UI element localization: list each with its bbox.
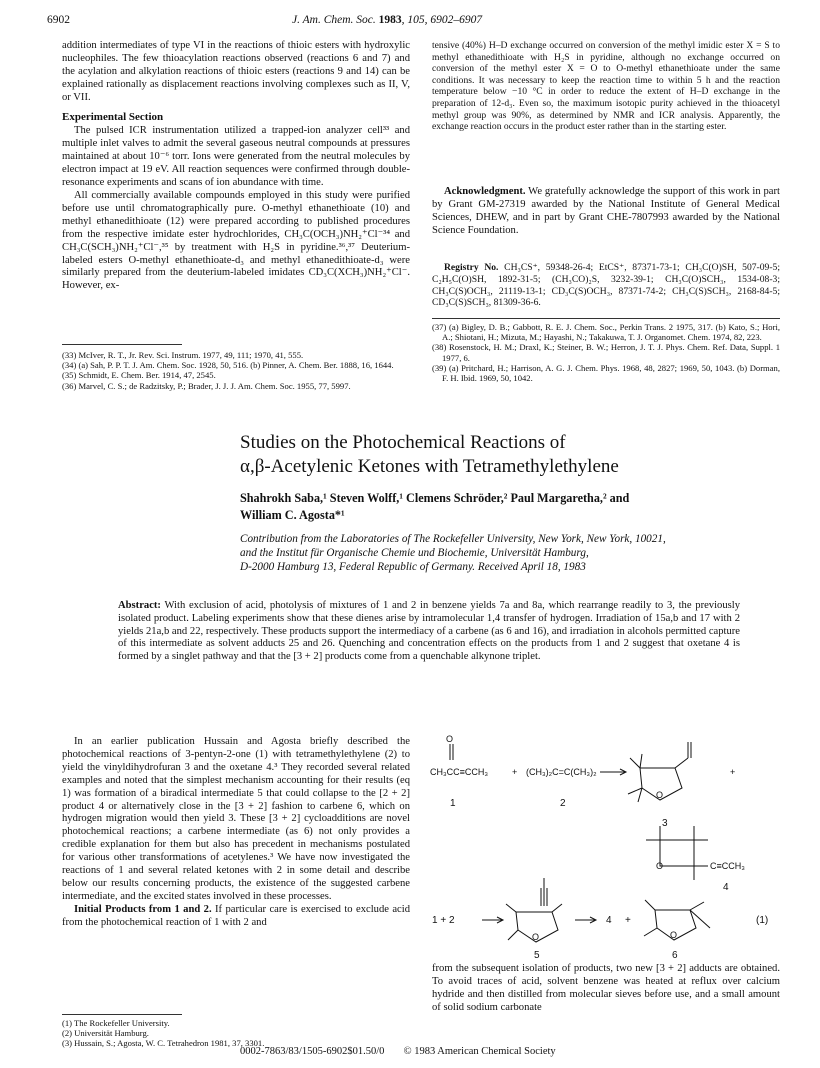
- compound-label-3: 3: [662, 818, 668, 829]
- footnote-38: (38) Rosenstock, H. M.; Draxl, K.; Steiner, B. W.; Herron, J. T. J. Phys. Chem. Ref. Data, Suppl. 1 1977, 6.: [432, 342, 780, 363]
- body-left-column: [62, 736, 410, 930]
- ring-oxygen-4: O: [656, 861, 664, 871]
- abstract-label: Abstract:: [118, 600, 161, 611]
- registry-block: [432, 262, 780, 309]
- methyl-bond: [506, 904, 516, 912]
- acknowledgment-label: Acknowledgment.: [444, 186, 526, 197]
- footer-copyright: © 1983 American Chemical Society: [403, 1046, 556, 1057]
- footnote-rule-right: [432, 318, 780, 319]
- article-title-line-2: α,β-Acetylenic Ketones with Tetramethylethylene: [240, 456, 619, 477]
- equation-number: (1): [756, 915, 769, 926]
- oxetane-ring-4: [660, 840, 694, 866]
- body-paragraph-2-heading: Initial Products from 1 and 2.: [74, 903, 212, 915]
- methyl-bond: [690, 902, 704, 910]
- footer: [240, 1046, 556, 1057]
- journal-name: J. Am. Chem. Soc.: [292, 14, 376, 26]
- footer-code: 0002-7863/83/1505-6902$01.50/0: [240, 1046, 385, 1057]
- body-right-column: [432, 963, 780, 1015]
- footnote-rule-body: [62, 1014, 182, 1015]
- compound-label-4: 4: [723, 882, 729, 893]
- methyl-bond: [552, 904, 562, 912]
- abstract-text: With exclusion of acid, photolysis of mixtures of 1 and 2 in benzene yields 7a and 8a, which rearrange readily to 3, the previously isolated product. Labeling experiments show that these dienes arise by intramolecular 1,4 transfer of hydrogen. Irradiation of 15a,b and 17 with 2 yields 21a,b and 22, respectively. These products support the intermediacy of a carbene (as 6 and 16), and irradiation in alcohols permitted capture of this intermediate as solvent adducts 25 and 26. Quenching and concentration effects on the products from 1 and 2 suggest that oxetane 4 is formed by a singlet pathway and that the [3 + 2] products come from a quenchable alkynone triplet.: [118, 600, 740, 663]
- alkynyl-substituent: C≡CCH₃: [710, 861, 745, 871]
- acknowledgment-block: [432, 186, 780, 238]
- body-right-paragraph: from the subsequent isolation of products, two new [3 + 2] adducts are obtained. To avoid traces of acid, solvent benzene was heated at reflux over calcium hydride and then distilled from molecular sieves before use, and a small amount of solid sodium carbonate: [432, 963, 780, 1013]
- running-head: [292, 14, 482, 26]
- methyl-bond: [630, 758, 640, 768]
- volume-pages: , 105, 6902–6907: [401, 14, 483, 26]
- right-top-column: [432, 40, 780, 133]
- footnote-rule-left: [62, 344, 182, 345]
- methyl-bond: [640, 754, 642, 768]
- plus-sign: +: [512, 767, 518, 777]
- page-number: 6902: [47, 14, 70, 26]
- experimental-paragraph-2: All commercially available compounds employed in this study were purified before use until chromatographically pure. O-methyl ethanethioate (10) and methyl ethanedithioate (12) were prepared according to published procedures from the respective imidate ester hydrochlorides, CH₃C(OCH₃)NH₂⁺Cl⁻³⁴ and CH₃C(SCH₃)NH₂⁺Cl⁻,³⁵ by treatment with H₂S in pyridine.³⁶,³⁷ Deuterium-labeled esters O-methyl ethanethioate-d₃ and methyl ethanedithioate-d₃ were similarly prepared from the deuterium-labeled imidates CD₃C(XCH₃)NH₂⁺Cl⁻. However, ex-: [62, 189, 410, 292]
- journal-year: 1983: [378, 14, 402, 26]
- footnote-36: (36) Marvel, C. S.; de Radzitsky, P.; Brader, J. J. J. Am. Chem. Soc. 1955, 77, 5997.: [62, 380, 351, 391]
- right-top-footnotes: [432, 322, 780, 383]
- registry-label: Registry No.: [444, 262, 499, 273]
- plus-sign: +: [730, 767, 736, 777]
- affiliation-line-2: and the Institut für Organische Chemie und Biochemie, Universität Hamburg,: [240, 547, 589, 559]
- compound-label-2: 2: [560, 798, 566, 809]
- left-top-footnotes: [62, 350, 410, 391]
- reactant-1-formula: CH₃CC≡CCH₃: [430, 767, 489, 777]
- footnote-3: (3) Hussain, S.; Agosta, W. C. Tetrahedron 1981, 37, 3301.: [62, 1038, 265, 1049]
- footnote-34: (34) (a) Sah, P. P. T. J. Am. Chem. Soc. 1928, 50, 516. (b) Pinner, A. Chem. Ber. 1888, 16, 1644.: [62, 360, 394, 371]
- methyl-bond: [645, 900, 655, 910]
- methyl-bond: [644, 928, 657, 936]
- footnote-37: (37) (a) Bigley, D. B.; Gabbott, R. E. J. Chem. Soc., Perkin Trans. 2 1975, 317. (b) Kato, S.; Hori, A.; Shiotani, H.; Mizuta, M.; Hayashi, N.; Takakuwa, T. J. Organomet. Chem. 1974, 82, 223.: [432, 322, 780, 343]
- ring-oxygen-3: O: [656, 790, 664, 800]
- body-footnotes: [62, 1018, 410, 1049]
- footnote-1: (1) The Rockefeller University.: [62, 1018, 170, 1028]
- intro-paragraph: addition intermediates of type VI in the reactions of thioic esters with hydroxylic nucleophiles. The few thioacylation reactions observed (reactions 6 and 7) and the acylation and alkylation reactions of thioic esters (reactions 9 and 14) can be explained rationally as displacement reactions involving complexes such as II, V, or VII.: [62, 40, 410, 103]
- affiliation-line-1: Contribution from the Laboratories of The Rockefeller University, New York, New York, 10021,: [240, 533, 666, 545]
- footnote-39: (39) (a) Pritchard, H.; Harrison, A. G. J. Chem. Phys. 1968, 48, 2827; 1969, 50, 1043. (b) Dorman, F. H. Ibid. 1969, 50, 1042.: [432, 362, 780, 384]
- registry-text: CH₃CS⁺, 59348-26-4; EtCS⁺, 87371-73-1; CH₃C(O)SH, 507-09-5; C₂H₅C(O)SH, 1892-31-5; (CH₃CO)₂S, 3232-39-1; CH₃C(O)SCH₃, 1534-08-3; CH₃C(S)OCH₃, 21119-13-1; CD₃C(S)OCH₃, 87371-74-2; CH₃C(S)SCH₃, 2168-84-5; CD₃C(S)SCH₃, 81309-36-6.: [432, 262, 781, 309]
- vinyl-bond: [675, 758, 688, 768]
- compound-label-5: 5: [534, 950, 540, 960]
- methyl-bond: [638, 788, 642, 802]
- footnote-35: (35) Schmidt, E. Chem. Ber. 1914, 47, 2545.: [62, 370, 216, 381]
- footnote-2: (2) Universität Hamburg.: [62, 1028, 149, 1039]
- body-paragraph-2-text: If particular care is exercised to exclude acid from the photochemical reaction of 1 with 2 and: [62, 903, 410, 928]
- authors-line-1: Shahrokh Saba,¹ Steven Wolff,¹ Clemens Schröder,² Paul Margaretha,² and: [240, 491, 630, 505]
- experimental-paragraph-1: The pulsed ICR instrumentation utilized a trapped-ion analyzer cell³³ and multiple inlet valves to admit the several gaseous neutral compounds at pressures maintained at about 10⁻⁶ torr. Ions were generated from the neutral molecules by electron impact at 19 eV. All reaction sequences were confirmed through double-resonance experiments and scans of ion abundance with time.: [62, 125, 410, 189]
- continued-paragraph: tensive (40%) H–D exchange occurred on conversion of the methyl imidic ester X = S to methyl ethanedithioate with H₂S in pyridine, although no exchange occurred on conversion of the methyl ester X = O to O-methyl ethanethioate under the same conditions. It was necessary to keep the reaction time to within 5 h and the reaction temperature below −10 °C in order to reduce the extent of H–D exchange in the preparation of 12-d₃. Even so, the maximum isotopic purity achieved in the thioacetyl methyl group was 90%, as determined by NMR and ICR analysis. Apparently, the exchange reaction occurs in the product ester rather than in the starting ester.: [432, 40, 780, 133]
- affiliation-line-3: D-2000 Hamburg 13, Federal Republic of Germany. Received April 18, 1983: [240, 561, 586, 573]
- body-paragraph-1: In an earlier publication Hussain and Agosta briefly described the photochemical reactions of 3-pentyn-2-one (1) with tetramethylethylene (2) to yield the vinyldihydrofuran 3 and the oxetane 4.³ They recorded several related examples and noted that the simplest mechanism accounting for their results (eq 1) was formation of a biradical intermediate 5 that could collapse to the [2 + 2] product 4 or alternatively close in the [3 + 2] fashion to carbene 6, which on hydrogen migration would then yield 3. These [3 + 2] cycloadditions are novel photochemical reactions; a carbene intermediate (as 6) not only provides a credible explanation for them but also has precedent in mechanisms postulated for various other transformations of acetylenes.³ We have now investigated the reactions of 1 and several related ketones with 2 in some detail and describe below our results concerning products, the existence of the suggested carbene intermediate, and the excited states involved in these processes.: [62, 736, 410, 902]
- ring-oxygen-6: O: [670, 930, 678, 940]
- compound-label-1: 1: [450, 798, 456, 809]
- abstract: [118, 600, 740, 664]
- plus-sign: +: [625, 915, 631, 926]
- reactant-2-formula: (CH₃)₂C=C(CH₃)₂: [526, 767, 597, 777]
- ring-oxygen-5: O: [532, 932, 540, 942]
- footnote-33: (33) McIver, R. T., Jr. Rev. Sci. Instrum. 1977, 49, 111; 1970, 41, 555.: [62, 350, 304, 360]
- methyl-bond: [508, 930, 518, 940]
- reaction-scheme: [420, 730, 790, 960]
- acknowledgment-text: We gratefully acknowledge the support of this work in part by Grant GM-27319 awarded by the National Institute of General Medical Sciences, DHEW, and in part by Grant CHE-7807993 awarded by the National Science Foundation.: [432, 186, 780, 236]
- methyl-bond: [628, 788, 642, 794]
- compound-label-6: 6: [672, 950, 678, 960]
- experimental-heading: Experimental Section: [62, 110, 164, 123]
- equation-lhs: 1 + 2: [432, 915, 455, 926]
- equation-product-4: 4: [606, 915, 612, 926]
- carbonyl-oxygen: O: [446, 734, 454, 744]
- authors-line-2: William C. Agosta*¹: [240, 508, 345, 522]
- left-top-column: [62, 40, 410, 293]
- article-title-line-1: Studies on the Photochemical Reactions of: [240, 432, 566, 453]
